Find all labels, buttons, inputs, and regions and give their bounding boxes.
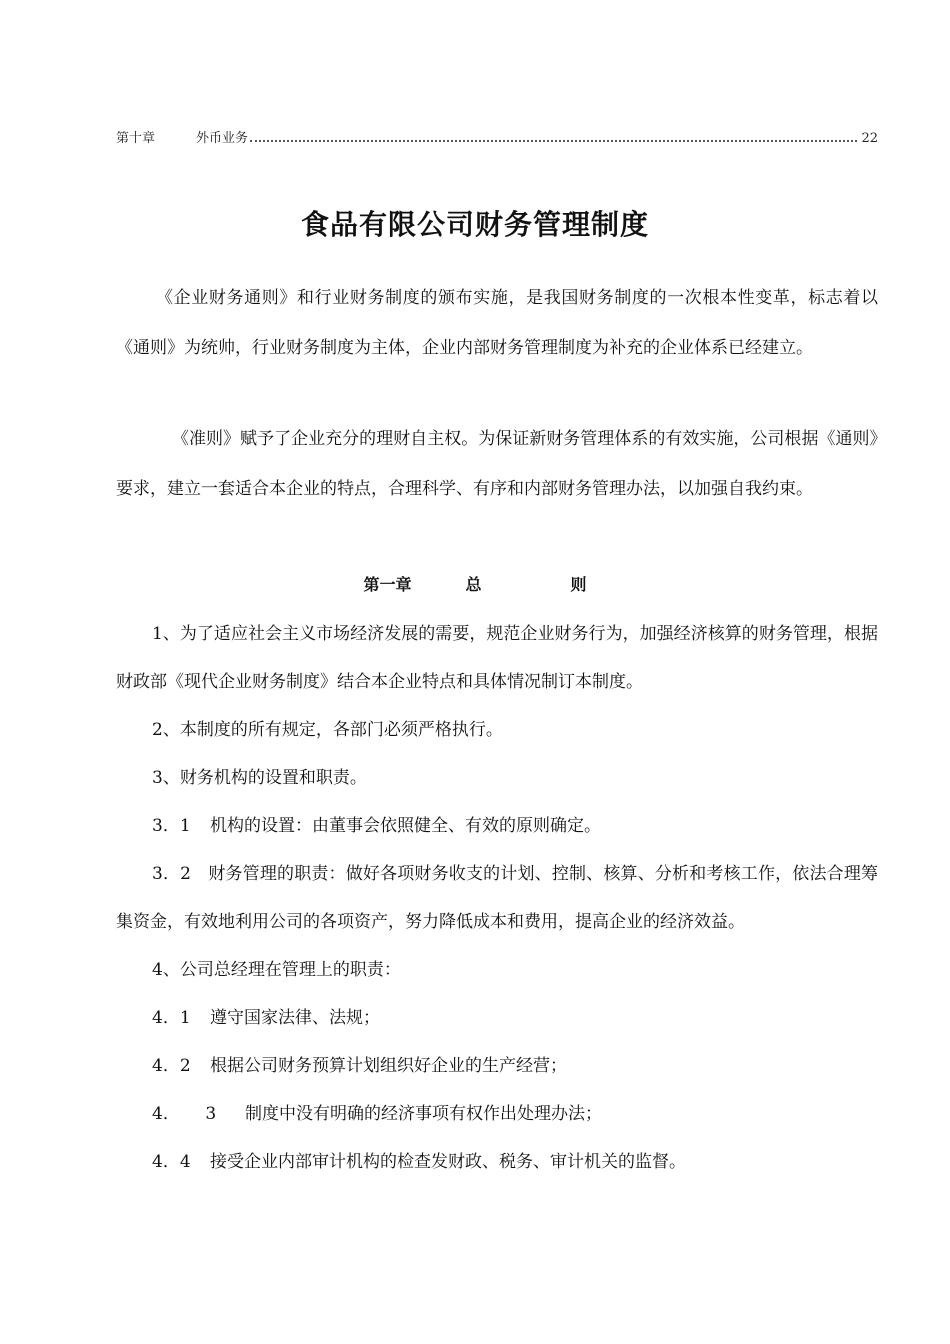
intro-paragraph-2: 《准则》赋予了企业充分的理财自主权。为保证新财务管理体系的有效实施，公司根据《通则》要求，建立一套适合本企业的特点，合理科学、有序和内部财务管理办法，以加强自我约束。: [116, 429, 878, 499]
toc-title: 外币业务: [196, 131, 249, 146]
clause-text: 遵守国家法律、法规；: [210, 1008, 380, 1028]
clause-4-1: [116, 994, 878, 1042]
clause-text: 根据公司财务预算计划组织好企业的生产经营；: [210, 1056, 567, 1076]
clause-number: 3．1: [152, 816, 191, 836]
clause-4: 4、公司总经理在管理上的职责：: [152, 960, 401, 980]
clause-4-3: [116, 1090, 878, 1138]
toc-page-number: 22: [861, 131, 878, 146]
clause-4-4: [116, 1138, 878, 1186]
toc-entry[interactable]: [116, 127, 878, 146]
toc-leader-dots: [250, 139, 857, 142]
toc-chapter: 第十章: [116, 131, 156, 146]
clause-3-2: 3．2 财务管理的职责：做好各项财务收支的计划、控制、核算、分析和考核工作，依法合理筹集资金，有效地利用公司的各项资产，努力降低成本和费用，提高企业的经济效益。: [116, 864, 878, 932]
chapter-word-1: 总: [465, 575, 482, 594]
clause-text: 机构的设置：由董事会依照健全、有效的原则确定。: [210, 816, 601, 836]
clause-3: 3、财务机构的设置和职责。: [152, 768, 367, 788]
clause-number: 4．2: [152, 1056, 191, 1076]
clause-3-1: [116, 802, 878, 850]
clause-number: 4．4: [152, 1152, 191, 1172]
clause-2: 2、本制度的所有规定，各部门必须严格执行。: [152, 720, 503, 740]
clause-number: 4．1: [152, 1008, 191, 1028]
chapter-word-2: 则: [570, 575, 587, 594]
clause-text: 接受企业内部审计机构的检查发财政、税务、审计机关的监督。: [210, 1152, 686, 1172]
chapter-label: 第一章: [363, 575, 412, 594]
document-title: 食品有限公司财务管理制度: [300, 208, 649, 241]
clause-number: 4． 3: [152, 1104, 217, 1124]
chapter-body: [116, 610, 878, 1186]
clause-text: 制度中没有明确的经济事项有权作出处理办法；: [245, 1104, 602, 1124]
chapter-heading: [0, 572, 950, 595]
intro-paragraph-1: 《企业财务通则》和行业财务制度的颁布实施，是我国财务制度的一次根本性变革，标志着以《通则》为统帅，行业财务制度为主体，企业内部财务管理制度为补充的企业体系已经建立。: [116, 288, 878, 358]
clause-1: 1、为了适应社会主义市场经济发展的需要，规范企业财务行为，加强经济核算的财务管理，根据财政部《现代企业财务制度》结合本企业特点和具体情况制订本制度。: [116, 624, 878, 692]
clause-4-2: [116, 1042, 878, 1090]
